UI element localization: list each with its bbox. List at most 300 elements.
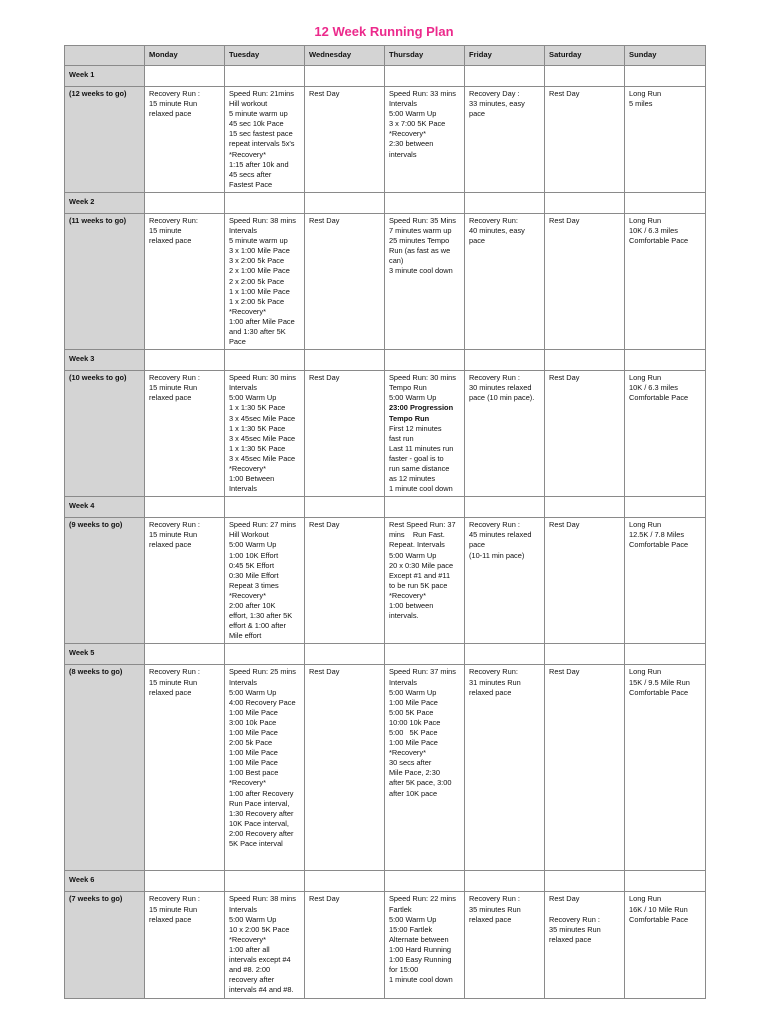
workout-line: 5:00 Warm Up — [229, 914, 277, 924]
day-header: Saturday — [545, 46, 625, 66]
workout-cell — [465, 87, 545, 193]
week-header-cell — [545, 871, 625, 892]
workout-line: 1:00 Mile Pace — [229, 727, 278, 737]
workout-line: Run Pace interval, — [229, 798, 290, 808]
workout-cell — [545, 665, 625, 871]
workout-line: 5:00 Warm Up — [389, 550, 437, 560]
workout-line: 45 minutes relaxed — [469, 530, 532, 540]
workout-line: Mile effort — [229, 631, 262, 641]
workout-line: Hill Workout — [229, 530, 269, 540]
workout-line: Comfortable Pace — [629, 393, 689, 403]
week-header-cell — [145, 350, 225, 371]
workout-line: intervals except #4 — [229, 954, 291, 964]
workout-line: 4:00 Recovery Pace — [229, 697, 296, 707]
week-header-cell — [545, 497, 625, 518]
workout-line: Recovery Run : — [469, 894, 520, 904]
workout-line: 3 x 45sec Mile Pace — [229, 433, 296, 443]
workout-cell — [305, 518, 385, 644]
workout-line: Rest Day — [549, 894, 580, 904]
weeks-to-go-label: (12 weeks to go) — [65, 87, 145, 193]
week-label: Week 5 — [65, 644, 145, 665]
workout-line: 5:00 Warm Up — [229, 687, 277, 697]
week-header-cell — [625, 644, 706, 665]
workout-cell — [145, 518, 225, 644]
workout-line: 1:30 Recovery after — [229, 808, 294, 818]
workout-cell — [225, 665, 305, 871]
workout-line: 30 secs after — [389, 758, 432, 768]
workout-cell — [385, 665, 465, 871]
workout-cell — [625, 87, 706, 193]
workout-line: Rest Day — [549, 667, 580, 677]
workout-line: intervals — [389, 149, 417, 159]
workout-line: 20 x 0:30 Mile pace — [389, 560, 454, 570]
workout-line: pace — [469, 540, 486, 550]
workout-line: 15 minute Run — [149, 904, 198, 914]
week-header-cell — [465, 66, 545, 87]
workout-line: 1:00 after Recovery — [229, 788, 294, 798]
workout-line: 45 sec 10k Pace — [229, 119, 284, 129]
workout-line: 15 minute Run — [149, 677, 198, 687]
week-header-cell — [465, 497, 545, 518]
workout-cell — [545, 87, 625, 193]
week-header-cell — [385, 66, 465, 87]
workout-line: 12.5K / 7.8 Miles — [629, 530, 685, 540]
workout-line: 5:00 Warm Up — [229, 393, 277, 403]
weeks-to-go-label: (11 weeks to go) — [65, 213, 145, 349]
page-title: 12 Week Running Plan — [314, 24, 454, 39]
workout-line — [549, 905, 620, 915]
week-content-row — [65, 518, 706, 644]
workout-line: Intervals — [389, 677, 417, 687]
workout-line: Speed Run: 30 mins — [229, 373, 296, 383]
workout-line: Mile Pace, 2:30 — [389, 768, 440, 778]
workout-line: effort & 1:00 after — [229, 621, 286, 631]
week-label: Week 6 — [65, 871, 145, 892]
workout-line: intervals #4 and #8. — [229, 985, 294, 995]
workout-line: *Recovery* — [389, 590, 426, 600]
workout-cell — [305, 665, 385, 871]
week-header-cell — [385, 350, 465, 371]
workout-line: 23:00 Progression — [389, 403, 454, 413]
workout-line: 33 minutes, easy — [469, 99, 525, 109]
week-header-cell — [225, 644, 305, 665]
workout-line: *Recovery* — [389, 748, 426, 758]
workout-line: after 5K pace, 3:00 — [389, 778, 452, 788]
workout-line: Recovery Run : — [549, 914, 600, 924]
workout-cell — [385, 87, 465, 193]
week-header-cell — [625, 350, 706, 371]
workout-line: relaxed pace — [149, 914, 192, 924]
workout-cell — [625, 665, 706, 871]
weeks-to-go-label: (9 weeks to go) — [65, 518, 145, 644]
workout-line: 1:00 Mile Pace — [229, 758, 278, 768]
workout-line: 3 x 45sec Mile Pace — [229, 453, 296, 463]
workout-line: faster - goal is to — [389, 453, 444, 463]
workout-line: Recovery Run : — [149, 520, 200, 530]
workout-line: 10:00 10k Pace — [389, 717, 441, 727]
workout-line: Rest Day — [309, 520, 340, 530]
workout-line: 30 minutes relaxed — [469, 383, 532, 393]
week-label: Week 4 — [65, 497, 145, 518]
workout-line: 1 minute cool down — [389, 975, 453, 985]
workout-line: relaxed pace — [149, 393, 192, 403]
workout-cell — [385, 213, 465, 349]
workout-line: 31 minutes Run — [469, 677, 521, 687]
workout-line: Recovery Day : — [469, 89, 520, 98]
day-header: Wednesday — [305, 46, 385, 66]
workout-line: *Recovery* — [229, 590, 266, 600]
week-header-cell — [625, 497, 706, 518]
week-header-cell — [465, 644, 545, 665]
workout-cell — [465, 371, 545, 497]
workout-line: 3 minute cool down — [389, 266, 453, 276]
workout-cell — [545, 518, 625, 644]
workout-line: 35 minutes Run — [549, 924, 601, 934]
weeks-to-go-label: (10 weeks to go) — [65, 371, 145, 497]
workout-line: Rest Day — [309, 373, 340, 383]
week-header-cell — [145, 66, 225, 87]
workout-line: Long Run — [629, 373, 662, 383]
workout-line: Long Run — [629, 89, 662, 98]
weeks-to-go-label: (7 weeks to go) — [65, 892, 145, 999]
workout-line: 10K / 6.3 miles — [629, 383, 678, 393]
week-header-cell — [225, 871, 305, 892]
week-header-cell — [385, 871, 465, 892]
week-header-cell — [305, 497, 385, 518]
workout-line: Intervals — [229, 383, 257, 393]
workout-line: Recovery Run : — [149, 894, 200, 904]
workout-line: 5 minute warm up — [229, 236, 288, 246]
workout-line: 3 x 2:00 5k Pace — [229, 256, 285, 266]
workout-line: *Recovery* — [229, 306, 266, 316]
workout-line: Speed Run: 21mins — [229, 89, 294, 98]
workout-cell — [145, 892, 225, 999]
workout-line: Comfortable Pace — [629, 687, 689, 697]
workout-line: Hill workout — [229, 99, 268, 109]
workout-line: 2:00 Recovery after — [229, 828, 294, 838]
workout-line: 5:00 Warm Up — [389, 914, 437, 924]
workout-line: run same distance — [389, 464, 450, 473]
workout-cell — [465, 892, 545, 999]
week-header-cell — [145, 497, 225, 518]
workout-line: mins Run Fast. — [389, 530, 445, 540]
workout-line: Except #1 and #11 — [389, 570, 451, 580]
workout-line: 5:00 5K Pace — [389, 707, 434, 717]
week-header-row — [65, 350, 706, 371]
workout-line: Tempo Run — [389, 413, 430, 423]
workout-cell — [625, 518, 706, 644]
workout-line: Rest Day — [309, 667, 340, 677]
workout-line: 5:00 Warm Up — [389, 393, 437, 403]
workout-cell — [625, 892, 706, 999]
workout-cell — [545, 371, 625, 497]
workout-line: *Recovery* — [229, 149, 266, 159]
workout-line: Speed Run: 27 mins — [229, 520, 296, 530]
workout-line: Run (as fast as we — [389, 246, 451, 256]
workout-line: 0:30 Mile Effort — [229, 570, 279, 580]
workout-line: 15 minute Run — [149, 99, 198, 109]
workout-line: 10K Pace interval, — [229, 818, 289, 828]
workout-line: Repeat 3 times — [229, 580, 279, 590]
workout-line: 35 minutes Run — [469, 904, 521, 914]
workout-line: Long Run — [629, 215, 662, 225]
workout-line: *Recovery* — [229, 934, 266, 944]
workout-cell — [385, 892, 465, 999]
workout-line: 3:00 10k Pace — [229, 717, 277, 727]
week-header-cell — [145, 871, 225, 892]
workout-line: pace — [469, 236, 486, 246]
workout-line: 40 minutes, easy — [469, 226, 525, 236]
workout-line: 1:00 Best pace — [229, 768, 279, 778]
workout-line: Rest Day — [549, 520, 580, 530]
workout-line: relaxed pace — [469, 914, 512, 924]
week-header-row — [65, 871, 706, 892]
workout-line: 5:00 Warm Up — [389, 109, 437, 119]
workout-line: 2:30 between — [389, 139, 434, 149]
weeks-to-go-label: (8 weeks to go) — [65, 665, 145, 871]
workout-line: 5:00 Warm Up — [229, 540, 277, 550]
workout-line: Rest Day — [309, 89, 340, 98]
workout-line: Recovery Run : — [149, 89, 200, 98]
workout-cell — [145, 213, 225, 349]
workout-line: repeat intervals 5x's — [229, 139, 295, 149]
workout-cell — [225, 213, 305, 349]
week-header-cell — [545, 644, 625, 665]
workout-line: and #8. 2:00 — [229, 965, 271, 975]
week-header-cell — [225, 192, 305, 213]
week-content-row — [65, 892, 706, 999]
workout-line: 15 minute Run — [149, 383, 198, 393]
workout-line: Recovery Run: — [469, 215, 518, 225]
workout-line: 2 x 1:00 Mile Pace — [229, 266, 290, 276]
week-header-cell — [145, 192, 225, 213]
workout-line: Speed Run: 38 mins — [229, 894, 296, 904]
workout-line: as 12 minutes — [389, 474, 436, 484]
workout-line: 1 x 1:30 5K Pace — [229, 443, 286, 453]
workout-line: Rest Day — [309, 215, 340, 225]
workout-cell — [385, 371, 465, 497]
workout-line: 1 x 1:00 Mile Pace — [229, 286, 290, 296]
workout-line: Recovery Run : — [469, 373, 520, 383]
workout-line: *Recovery* — [229, 778, 266, 788]
workout-line: 1:00 between — [389, 601, 434, 611]
workout-cell — [305, 892, 385, 999]
workout-line: Recovery Run : — [149, 373, 200, 383]
workout-line: relaxed pace — [149, 236, 192, 246]
workout-line: relaxed pace — [149, 687, 192, 697]
week-header-cell — [385, 192, 465, 213]
workout-line: can) — [389, 256, 404, 266]
week-header-cell — [385, 644, 465, 665]
workout-cell — [385, 518, 465, 644]
workout-line: after 10K pace — [389, 788, 438, 798]
workout-line: 2:00 5k Pace — [229, 738, 273, 748]
workout-cell — [145, 87, 225, 193]
workout-cell — [625, 371, 706, 497]
workout-line: recovery after — [229, 975, 275, 985]
workout-line: Rest Speed Run: 37 — [389, 520, 456, 530]
workout-line: 5:00 Warm Up — [389, 687, 437, 697]
workout-line: Speed Run: 25 mins — [229, 667, 296, 677]
workout-line: 1:00 Hard Running — [389, 944, 452, 954]
workout-line: 1:00 Mile Pace — [389, 697, 438, 707]
workout-line: pace — [469, 109, 486, 119]
workout-line: Intervals — [229, 677, 257, 687]
workout-line: 1:00 after all — [229, 944, 270, 954]
workout-line: 1 x 1:30 5K Pace — [229, 423, 286, 433]
workout-line: relaxed pace — [149, 109, 192, 119]
workout-line: 1 minute cool down — [389, 484, 453, 494]
workout-line: 3 x 1:00 Mile Pace — [229, 246, 290, 256]
workout-line: Recovery Run : — [149, 667, 200, 677]
week-header-cell — [225, 350, 305, 371]
workout-line: Alternate between — [389, 934, 449, 944]
workout-line: relaxed pace — [149, 540, 192, 550]
workout-cell — [465, 213, 545, 349]
workout-cell — [225, 892, 305, 999]
workout-line: Rest Day — [309, 894, 340, 904]
workout-cell — [305, 87, 385, 193]
week-header-cell — [145, 644, 225, 665]
workout-line: Intervals — [389, 99, 417, 109]
workout-line: Pace — [229, 337, 246, 347]
workout-line: 10 x 2:00 5K Pace — [229, 924, 290, 934]
workout-line: 1:00 after Mile Pace — [229, 316, 295, 326]
workout-line: 5:00 5K Pace — [389, 727, 438, 737]
workout-line: *Recovery* — [389, 129, 426, 139]
workout-line: 1:00 10K Effort — [229, 550, 279, 560]
workout-cell — [145, 371, 225, 497]
workout-line: Last 11 minutes run — [389, 443, 454, 453]
workout-line: 5 miles — [629, 99, 653, 109]
workout-line: 25 minutes Tempo — [389, 236, 450, 246]
workout-line: Long Run — [629, 667, 662, 677]
week-content-row — [65, 371, 706, 497]
workout-line: Speed Run: 35 Mins — [389, 215, 456, 225]
week-header-cell — [225, 66, 305, 87]
workout-line: Recovery Run: — [469, 667, 518, 677]
workout-line: Intervals — [229, 484, 257, 494]
week-header-cell — [305, 192, 385, 213]
workout-line: Repeat. Intervals — [389, 540, 445, 550]
workout-line: to be run 5K pace — [389, 580, 448, 590]
day-header: Thursday — [385, 46, 465, 66]
week-header-cell — [305, 350, 385, 371]
workout-line: 3 x 45sec Mile Pace — [229, 413, 296, 423]
day-header: Tuesday — [225, 46, 305, 66]
workout-line: Speed Run: 30 mins — [389, 373, 456, 383]
workout-line: fast run — [389, 433, 414, 443]
workout-line: 1:00 Mile Pace — [389, 738, 438, 748]
workout-line: Recovery Run : — [469, 520, 520, 530]
workout-line: Tempo Run — [389, 383, 427, 393]
week-header-cell — [305, 871, 385, 892]
workout-line: Speed Run: 33 mins — [389, 89, 456, 98]
week-header-cell — [465, 350, 545, 371]
week-header-cell — [225, 497, 305, 518]
workout-cell — [545, 892, 625, 999]
week-header-cell — [305, 644, 385, 665]
workout-cell — [625, 213, 706, 349]
workout-line: 15K / 9.5 Mile Run — [629, 677, 690, 687]
workout-line: 1 x 2:00 5k Pace — [229, 296, 285, 306]
workout-line: Recovery Run: — [149, 215, 198, 225]
workout-line: 15 minute Run — [149, 530, 198, 540]
workout-line: effort, 1:30 after 5K — [229, 611, 293, 621]
workout-line: 5K Pace interval — [229, 839, 283, 848]
week-label: Week 3 — [65, 350, 145, 371]
workout-line: *Recovery* — [229, 464, 266, 473]
workout-line: Long Run — [629, 894, 662, 904]
workout-line: 1 x 1:30 5K Pace — [229, 403, 286, 413]
workout-line: First 12 minutes — [389, 423, 442, 433]
week-header-cell — [465, 871, 545, 892]
workout-line: 0:45 5K Effort — [229, 560, 275, 570]
workout-line: 15 minute — [149, 226, 182, 236]
workout-line: Speed Run: 22 mins — [389, 894, 456, 904]
workout-line: Rest Day — [549, 373, 580, 383]
workout-line: Comfortable Pace — [629, 236, 689, 246]
week-header-cell — [625, 192, 706, 213]
running-plan-table — [64, 45, 706, 999]
workout-line: for 15:00 — [389, 965, 419, 975]
workout-line: Comfortable Pace — [629, 540, 689, 550]
workout-cell — [225, 371, 305, 497]
workout-line: Fartlek — [389, 904, 412, 914]
workout-line: Fastest Pace — [229, 179, 273, 189]
day-header: Friday — [465, 46, 545, 66]
workout-cell — [225, 518, 305, 644]
workout-cell — [465, 518, 545, 644]
workout-line: Intervals — [229, 226, 257, 236]
workout-line: 16K / 10 Mile Run — [629, 904, 688, 914]
week-header-cell — [625, 66, 706, 87]
header-row — [65, 46, 706, 66]
workout-line: relaxed pace — [469, 687, 512, 697]
workout-cell — [305, 213, 385, 349]
workout-line: 15:00 Fartlek — [389, 924, 433, 934]
week-header-cell — [625, 871, 706, 892]
workout-line: 1:15 after 10k and — [229, 159, 289, 169]
workout-cell — [305, 371, 385, 497]
week-content-row — [65, 87, 706, 193]
workout-line: 1:00 Between — [229, 474, 275, 484]
week-header-cell — [465, 192, 545, 213]
workout-line: Long Run — [629, 520, 662, 530]
week-content-row — [65, 213, 706, 349]
workout-line: 2 x 2:00 5k Pace — [229, 276, 285, 286]
workout-line: Comfortable Pace — [629, 914, 689, 924]
workout-line: 3 x 7:00 5K Pace — [389, 119, 446, 129]
workout-line: 10K / 6.3 miles — [629, 226, 678, 236]
workout-cell — [545, 213, 625, 349]
week-header-cell — [385, 497, 465, 518]
workout-line: 45 secs after — [229, 169, 272, 179]
workout-line: 7 minutes warm up — [389, 226, 452, 236]
workout-cell — [145, 665, 225, 871]
workout-line: (10-11 min pace) — [469, 550, 525, 560]
workout-line: Rest Day — [549, 215, 580, 225]
week-header-row — [65, 66, 706, 87]
workout-line: pace (10 min pace). — [469, 393, 535, 403]
week-header-row — [65, 644, 706, 665]
workout-line: and 1:30 after 5K — [229, 326, 286, 336]
workout-line: Speed Run: 37 mins — [389, 667, 456, 677]
workout-line: 1:00 Mile Pace — [229, 707, 278, 717]
workout-line: Speed Run: 38 mins — [229, 215, 296, 225]
workout-line: 1:00 Mile Pace — [229, 748, 278, 758]
workout-line: relaxed pace — [549, 934, 592, 944]
